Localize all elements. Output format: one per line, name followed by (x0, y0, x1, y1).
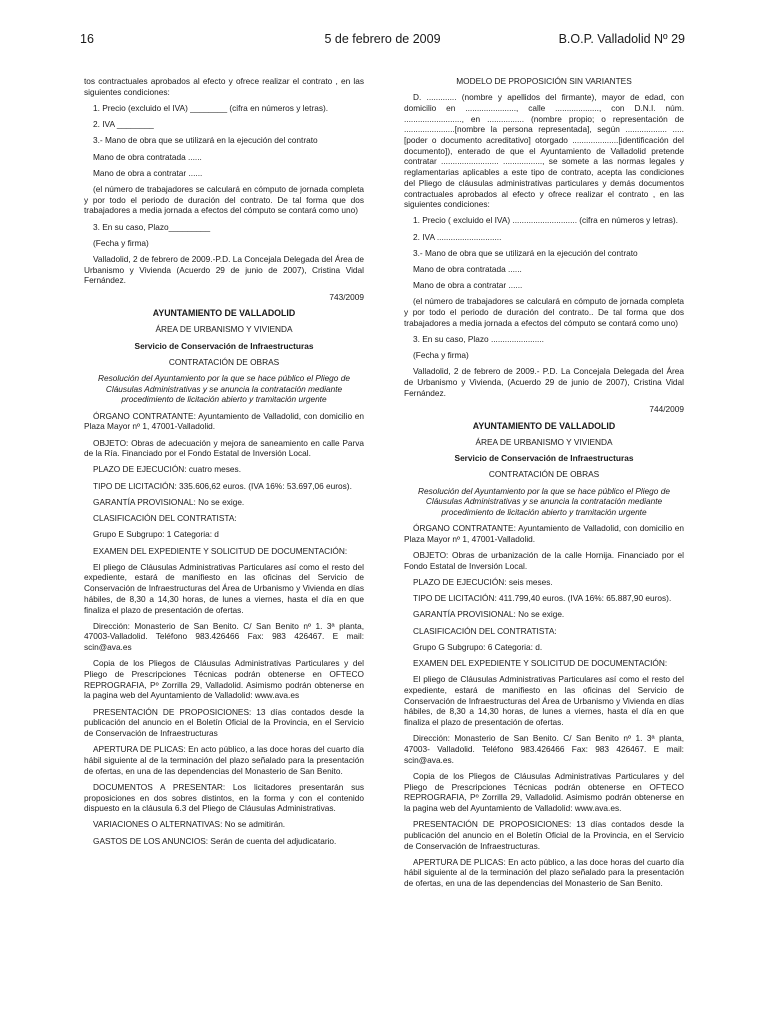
signature-paragraph: Valladolid, 2 de febrero de 2009.- P.D. La Concejala Delegada del Área de Urbanismo y Vivienda, (Acuerdo 29 de junio de 2007), Cristina Vidal Fernández. (404, 366, 684, 398)
paragraph: D. ............. (nombre y apellidos del firmante), mayor de edad, con domicilio en ......................, calle ..................., con D.N.I. núm. ........................., en ................ (nombre propio; o representación de ......................[nombre la persona representada], según .................. .....[poder o documento acreditativo] otorgado ....................[identificación del documento]), enterado de que el Ayuntamiento de Valladolid pretende contratar ......................... ................., se somete a las normas legales y reglamentarias aplicables a este tipo de contrato, acepta las condiciones del Pliego de cláusulas administrativas particulares y demás documentos contractuales aprobados al efecto y ofrece realizar el contrato , en las siguientes condiciones: (404, 92, 684, 210)
paragraph: CLASIFICACIÓN DEL CONTRATISTA: (93, 513, 237, 524)
paragraph: Mano de obra a contratar ...... (413, 280, 523, 291)
paragraph: PRESENTACIÓN DE PROPOSICIONES: 13 días contados desde la publicación del anuncio en el Boletín Oficial de la Provincia, en el Servicio de Conservación de Infraestructuras. (404, 819, 684, 851)
notice-number: 744/2009 (649, 404, 684, 415)
paragraph: El pliego de Cláusulas Administrativas Particulares así como el resto del expediente, estará de manifiesto en las oficinas del Servicio de Conservación de Infraestructuras del Área de Urbanismo y Vivienda en días hábiles, de 8,30 a 14,30 horas, de lunes a viernes, hasta el día en que finaliza el plazo de presentación de ofertas. (404, 674, 684, 728)
paragraph: DOCUMENTOS A PRESENTAR: Los licitadores presentarán sus proposiciones en dos sobres distintos, en la forma y con el contenido dispuesto en la cláusula 6.3 del Pliego de Cláusulas Administrativas. (84, 781, 364, 814)
section-title: AYUNTAMIENTO DE VALLADOLID (472, 420, 616, 431)
paragraph: TIPO DE LICITACIÓN: 335.606,62 euros. (IVA 16%: 53.697,06 euros). (93, 480, 352, 491)
paragraph: CLASIFICACIÓN DEL CONTRATISTA: (413, 625, 557, 636)
paragraph: GASTOS DE LOS ANUNCIOS: Serán de cuenta del adjudicatario. (93, 835, 337, 846)
signature-paragraph: Valladolid, 2 de febrero de 2009.-P.D. La Concejala Delegada del Área de Urbanismo y Vivienda (Acuerdo 29 de junio de 2007), Cristina Vidal Fernández. (84, 253, 364, 286)
paragraph: (el número de trabajadores se calculará en cómputo de jornada completa y por todo el periodo de duración del contrato. De tal forma que dos trabajadores a media jornada a efectos del cómputo se contará como uno) (84, 183, 364, 216)
page-header (80, 32, 685, 48)
paragraph: Mano de obra contratada ...... (413, 264, 522, 275)
section-heading: CONTRATACIÓN DE OBRAS (168, 356, 280, 367)
paragraph: 2. IVA ............................ (413, 231, 502, 242)
paragraph: PLAZO DE EJECUCIÓN: seis meses. (413, 577, 553, 588)
paragraph: PRESENTACIÓN DE PROPOSICIONES: 13 días contados desde la publicación del anuncio en el Boletín Oficial de la Provincia, en el Servicio de Conservación de Infraestructuras (84, 706, 364, 739)
paragraph: Copia de los Pliegos de Cláusulas Administrativas Particulares y del Pliego de Prescripciones Técnicas podrán obtenerse en OFTECO REPROGRAFIA, Pº Zorrilla 29, Valladolid. Asimismo podrán obtenerse en la pagina web del Ayuntamiento de Valladolid: www.ava.es (84, 658, 364, 701)
paragraph: Grupo E Subgrupo: 1 Categoria: d (93, 529, 219, 540)
paragraph: VARIACIONES O ALTERNATIVAS: No se admitirán. (93, 819, 286, 830)
paragraph: OBJETO: Obras de adecuación y mejora de saneamiento en calle Parva de la Ría. Financiado por el Fondo Estatal de Inversión Local. (84, 437, 364, 459)
paragraph: TIPO DE LICITACIÓN: 411.799,40 euros. (IVA 16%: 65.887,90 euros). (413, 593, 672, 604)
section-subtitle: ÁREA DE URBANISMO Y VIVIENDA (155, 324, 293, 335)
paragraph: El pliego de Cláusulas Administrativas Particulares así como el resto del expediente, estará de manifiesto en las oficinas del Servicio de Conservación de Infraestructuras del Área de Urbanismo y Vivienda en días hábiles, de 8,30 a 14,30 horas, de lunes a viernes, hasta el día en que finaliza el plazo de presentación de ofertas. (84, 561, 364, 615)
publication-name: B.O.P. Valladolid Nº 29 (558, 32, 685, 46)
paragraph: 1. Precio ( excluido el IVA) ............................ (cifra en números y letras). (413, 215, 678, 226)
paragraph: (Fecha y firma) (413, 350, 469, 361)
page-number: 16 (80, 32, 94, 46)
paragraph: ÓRGANO CONTRATANTE: Ayuntamiento de Valladolid, con domicilio en Plaza Mayor nº 1, 47001-Valladolid. (404, 523, 684, 544)
paragraph: 3.- Mano de obra que se utilizará en la ejecución del contrato (93, 135, 318, 146)
paragraph: Dirección: Monasterio de San Benito. C/ San Benito nº 1. 3ª planta, 47003-Valladolid. Teléfono 983.426466 Fax: 983 426467. E mail: scin@ava.es (84, 620, 364, 653)
paragraph: 2. IVA ________ (93, 119, 154, 130)
paragraph: EXAMEN DEL EXPEDIENTE Y SOLICITUD DE DOCUMENTACIÓN: (93, 545, 348, 556)
paragraph: 3. En su caso, Plazo_________ (93, 221, 211, 232)
paragraph: Copia de los Pliegos de Cláusulas Administrativas Particulares y del Pliego de Prescripciones Técnicas podrán obtenerse en OFTECO REPROGRAFIA, Pº Zorrilla 29, Valladolid. Asimismo podrán obtenerse en la pagina web del Ayuntamiento de Valladolid: www.ava.es. (404, 770, 684, 813)
paragraph: 1. Precio (excluido el IVA) ________ (cifra en números y letras). (93, 102, 329, 113)
section-service: Servicio de Conservación de Infraestructuras (134, 340, 314, 351)
section-title: AYUNTAMIENTO DE VALLADOLID (152, 308, 296, 319)
paragraph: 3. En su caso, Plazo ....................... (413, 334, 544, 345)
paragraph: Mano de obra a contratar ...... (93, 167, 203, 178)
resolution-text: Resolución del Ayuntamiento por la que se hace público el Pliego de Cláusulas Administrativas y se anuncia la contratación mediante procedimiento de licitación abierto y tramitación urgente (418, 485, 670, 517)
issue-date: 5 de febrero de 2009 (324, 32, 441, 46)
model-title: MODELO DE PROPOSICIÓN SIN VARIANTES (456, 76, 632, 86)
notice-number: 743/2009 (329, 291, 364, 302)
paragraph: EXAMEN DEL EXPEDIENTE Y SOLICITUD DE DOCUMENTACIÓN: (413, 658, 668, 669)
paragraph: OBJETO: Obras de urbanización de la calle Hornija. Financiado por el Fondo Estatal de Inversión Local. (404, 550, 684, 571)
paragraph: PLAZO DE EJECUCIÓN: cuatro meses. (93, 464, 241, 475)
left-column (84, 76, 364, 852)
paragraph: GARANTÍA PROVISIONAL: No se exige. (413, 609, 565, 620)
paragraph: (el número de trabajadores se calculará en cómputo de jornada completa y por todo el periodo de duración del contrato.. De tal forma que dos trabajadores a media jornada a efectos del cómputo se contará como uno) (404, 296, 684, 328)
paragraph: Dirección: Monasterio de San Benito. C/ San Benito nº 1. 3ª planta, 47003- Valladolid. Teléfono 983.426466 Fax: 983 426467. E mail: scin@ava.es. (404, 733, 684, 765)
section-service: Servicio de Conservación de Infraestructuras (454, 453, 634, 464)
right-column (404, 76, 684, 894)
resolution-text: Resolución del Ayuntamiento por la que se hace público el Pliego de Cláusulas Administrativas y se anuncia la contratación mediante procedimiento de licitación abierto y tramitación urgente (98, 373, 350, 405)
paragraph: ÓRGANO CONTRATANTE: Ayuntamiento de Valladolid, con domicilio en Plaza Mayor nº 1, 47001-Valladolid. (84, 410, 364, 432)
section-subtitle: ÁREA DE URBANISMO Y VIVIENDA (475, 436, 613, 447)
paragraph: Grupo G Subgrupo: 6 Categoria: d. (413, 641, 543, 652)
paragraph: APERTURA DE PLICAS: En acto público, a las doce horas del cuarto día hábil siguiente al de la terminación del plazo señalado para la presentación de ofertas, en una de las dependencias del Monasterio de San Benito. (84, 744, 364, 776)
paragraph: 3.- Mano de obra que se utilizará en la ejecución del contrato (413, 247, 638, 258)
paragraph: GARANTÍA PROVISIONAL: No se exige. (93, 496, 245, 507)
paragraph: tos contractuales aprobados al efecto y ofrece realizar el contrato , en las siguientes condiciones: (84, 76, 364, 97)
paragraph: (Fecha y firma) (93, 237, 149, 248)
paragraph: Mano de obra contratada ...... (93, 151, 202, 162)
section-heading: CONTRATACIÓN DE OBRAS (488, 469, 600, 480)
paragraph: APERTURA DE PLICAS: En acto público, a las doce horas del cuarto día hábil siguiente al de la terminación del plazo señalado para la presentación de ofertas, en una de las dependencias del Monasterio de San Benito. (404, 856, 684, 889)
